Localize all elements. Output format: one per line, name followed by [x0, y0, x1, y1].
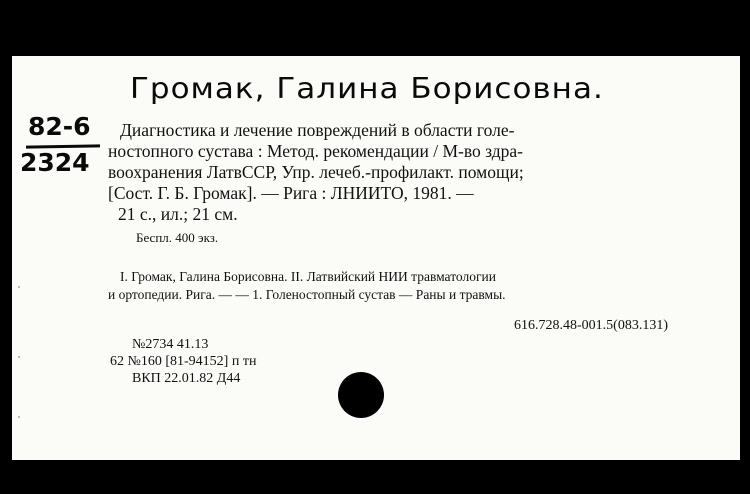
tracing-line: и ортопедии. Рига. — — 1. Голеностопный сустав — Раны и травмы. — [108, 287, 506, 302]
title-line: воохранения ЛатвССР, Упр. лечеб.-профилакт. помощи; — [108, 162, 524, 182]
tracing-line: I. Громак, Галина Борисовна. II. Латвийский НИИ травматологии — [120, 269, 496, 284]
card-meta — [110, 336, 256, 387]
tracings — [108, 268, 506, 304]
bibliographic-description — [108, 120, 674, 248]
call-number-bottom: 2324 — [20, 148, 90, 177]
meta-line: 62 №160 [81-94152] п тн — [110, 354, 257, 369]
edge-mark — [18, 356, 20, 358]
call-number-top: 82-6 — [28, 112, 91, 141]
title-line: [Сост. Г. Б. Громак]. — Рига : ЛНИИТО, 1981. — — [108, 183, 474, 203]
edge-mark — [18, 416, 20, 418]
price-line: Беспл. 400 экз. — [136, 230, 219, 245]
catalog-card — [12, 56, 740, 460]
collation-line: 21 с., ил.; 21 см. — [118, 204, 238, 224]
title-line: ностопного сустава : Метод. рекомендации / М-во здра- — [108, 141, 523, 161]
punch-hole — [338, 372, 384, 418]
handwritten-author: Громак, Галина Борисовна. — [130, 72, 604, 106]
udc-index: 616.728.48-001.5(083.131) — [514, 318, 668, 333]
edge-mark — [18, 286, 20, 288]
title-line: Диагностика и лечение повреждений в области голе- — [120, 120, 515, 140]
meta-line: ВКП 22.01.82 Д44 — [132, 371, 241, 386]
meta-line: №2734 41.13 — [132, 337, 209, 352]
